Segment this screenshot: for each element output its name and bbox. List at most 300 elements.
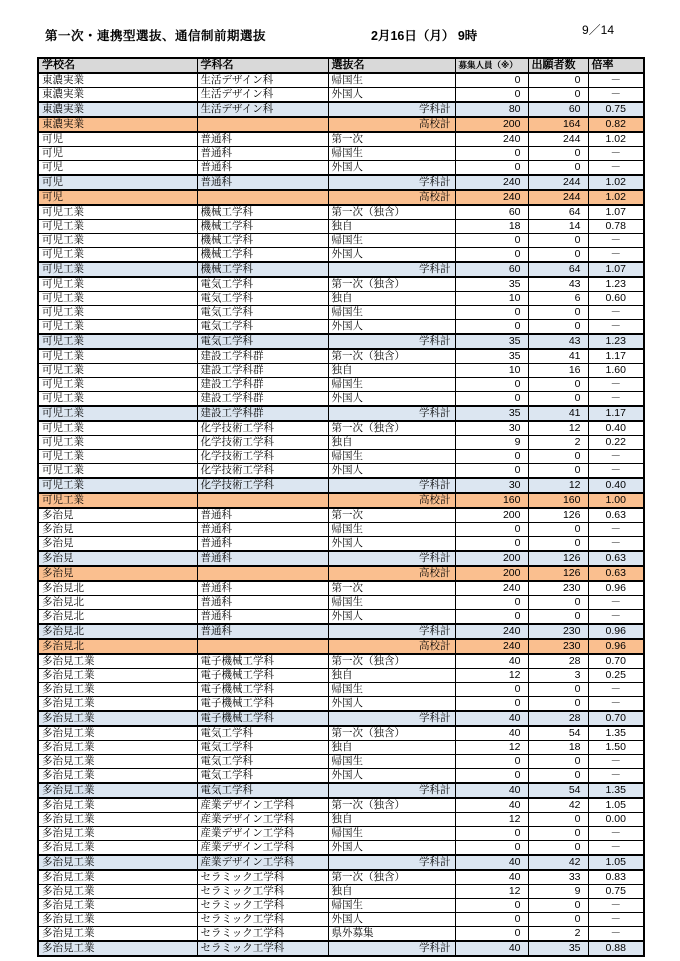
cell-ratio: 1.60 [588, 364, 644, 378]
cell-applicants: 126 [528, 551, 588, 566]
cell-applicants: 0 [528, 523, 588, 537]
page-number: 9／14 [582, 23, 615, 37]
cell-selection: 外国人 [328, 392, 455, 407]
cell-school: 東濃実業 [38, 73, 197, 88]
cell-department: セラミック工学科 [197, 913, 328, 927]
cell-ratio: 1.00 [588, 493, 644, 508]
cell-capacity: 0 [455, 755, 528, 769]
cell-ratio: － [588, 88, 644, 103]
cell-selection: 独自 [328, 813, 455, 827]
cell-department: 普通科 [197, 523, 328, 537]
table-row [38, 334, 644, 349]
table-row [38, 870, 644, 885]
cell-department [197, 117, 328, 132]
table-row [38, 102, 644, 117]
cell-school: 多治見工業 [38, 813, 197, 827]
table-row [38, 726, 644, 741]
cell-department: 機械工学科 [197, 205, 328, 220]
table-row [38, 292, 644, 306]
cell-ratio: 0.63 [588, 566, 644, 581]
cell-ratio: 1.05 [588, 855, 644, 870]
cell-department: 建設工学科群 [197, 378, 328, 392]
cell-school: 可児工業 [38, 392, 197, 407]
table-row [38, 769, 644, 784]
table-row [38, 306, 644, 320]
cell-department [197, 493, 328, 508]
page-header [0, 0, 680, 57]
table-row [38, 392, 644, 407]
cell-school: 可児工業 [38, 478, 197, 493]
cell-school: 多治見北 [38, 610, 197, 625]
cell-selection: 学科計 [328, 941, 455, 956]
cell-department: 電気工学科 [197, 741, 328, 755]
cell-selection: 学科計 [328, 334, 455, 349]
cell-selection: 第一次（独含） [328, 798, 455, 813]
cell-capacity: 40 [455, 654, 528, 669]
cell-selection: 高校計 [328, 566, 455, 581]
cell-selection: 第一次 [328, 508, 455, 523]
cell-department: 電子機械工学科 [197, 654, 328, 669]
cell-applicants: 126 [528, 566, 588, 581]
cell-ratio: 1.02 [588, 190, 644, 205]
table-row [38, 927, 644, 942]
table-body [38, 73, 644, 956]
cell-selection: 帰国生 [328, 147, 455, 161]
cell-selection: 学科計 [328, 711, 455, 726]
table-row [38, 378, 644, 392]
cell-selection: 独自 [328, 292, 455, 306]
cell-capacity: 35 [455, 406, 528, 421]
cell-ratio: 0.00 [588, 813, 644, 827]
cell-capacity: 60 [455, 205, 528, 220]
cell-capacity: 10 [455, 292, 528, 306]
cell-capacity: 0 [455, 899, 528, 913]
table-row [38, 913, 644, 927]
table-row [38, 841, 644, 856]
cell-ratio: 0.25 [588, 669, 644, 683]
cell-applicants: 41 [528, 406, 588, 421]
cell-ratio: 0.75 [588, 102, 644, 117]
cell-capacity: 40 [455, 711, 528, 726]
table-row [38, 161, 644, 176]
table-row [38, 277, 644, 292]
cell-school: 可児工業 [38, 248, 197, 263]
cell-selection: 学科計 [328, 478, 455, 493]
cell-ratio: 1.23 [588, 334, 644, 349]
cell-applicants: 16 [528, 364, 588, 378]
cell-school: 可児工業 [38, 493, 197, 508]
col-header-department: 学科名 [197, 58, 328, 73]
cell-ratio: 0.96 [588, 581, 644, 596]
cell-capacity: 0 [455, 464, 528, 479]
cell-department: セラミック工学科 [197, 870, 328, 885]
cell-applicants: 54 [528, 783, 588, 798]
table-row [38, 450, 644, 464]
cell-selection: 学科計 [328, 624, 455, 639]
cell-applicants: 244 [528, 132, 588, 147]
cell-ratio: 1.07 [588, 262, 644, 277]
cell-department: 化学技術工学科 [197, 421, 328, 436]
cell-school: 多治見工業 [38, 769, 197, 784]
cell-applicants: 0 [528, 537, 588, 552]
cell-ratio: 0.63 [588, 508, 644, 523]
cell-applicants: 43 [528, 334, 588, 349]
cell-ratio: 0.70 [588, 711, 644, 726]
cell-department: 普通科 [197, 161, 328, 176]
cell-selection: 第一次（独含） [328, 349, 455, 364]
cell-capacity: 9 [455, 436, 528, 450]
cell-ratio: － [588, 73, 644, 88]
cell-department: 普通科 [197, 624, 328, 639]
cell-applicants: 244 [528, 190, 588, 205]
cell-selection: 帰国生 [328, 683, 455, 697]
cell-selection: 独自 [328, 220, 455, 234]
cell-capacity: 240 [455, 175, 528, 190]
cell-department: 電気工学科 [197, 783, 328, 798]
cell-applicants: 60 [528, 102, 588, 117]
cell-department: 普通科 [197, 147, 328, 161]
applicants-table [37, 57, 645, 957]
cell-department: 機械工学科 [197, 262, 328, 277]
cell-selection: 学科計 [328, 262, 455, 277]
col-header-capacity: 募集人員（※） [455, 58, 528, 73]
cell-capacity: 40 [455, 798, 528, 813]
cell-capacity: 12 [455, 669, 528, 683]
cell-applicants: 0 [528, 755, 588, 769]
cell-applicants: 0 [528, 913, 588, 927]
cell-ratio: － [588, 378, 644, 392]
cell-school: 多治見北 [38, 639, 197, 654]
cell-capacity: 200 [455, 117, 528, 132]
cell-capacity: 0 [455, 88, 528, 103]
cell-selection: 独自 [328, 436, 455, 450]
cell-ratio: 1.35 [588, 726, 644, 741]
cell-selection: 帰国生 [328, 306, 455, 320]
cell-department: 産業デザイン工学科 [197, 855, 328, 870]
cell-ratio: － [588, 697, 644, 712]
cell-ratio: － [588, 841, 644, 856]
cell-ratio: 1.17 [588, 349, 644, 364]
cell-applicants: 33 [528, 870, 588, 885]
table-row [38, 147, 644, 161]
table-row [38, 132, 644, 147]
cell-department: 電子機械工学科 [197, 697, 328, 712]
cell-selection: 第一次（独含） [328, 726, 455, 741]
cell-department [197, 566, 328, 581]
cell-capacity: 0 [455, 523, 528, 537]
table-row [38, 537, 644, 552]
cell-selection: 独自 [328, 364, 455, 378]
cell-selection: 第一次（独含） [328, 421, 455, 436]
cell-school: 多治見工業 [38, 913, 197, 927]
cell-selection: 高校計 [328, 117, 455, 132]
cell-applicants: 0 [528, 769, 588, 784]
table-row [38, 755, 644, 769]
cell-school: 多治見工業 [38, 726, 197, 741]
cell-capacity: 0 [455, 827, 528, 841]
cell-department: 普通科 [197, 596, 328, 610]
cell-selection: 高校計 [328, 493, 455, 508]
cell-applicants: 2 [528, 927, 588, 942]
cell-applicants: 6 [528, 292, 588, 306]
table-row [38, 349, 644, 364]
cell-selection: 外国人 [328, 610, 455, 625]
cell-capacity: 0 [455, 320, 528, 335]
cell-selection: 外国人 [328, 161, 455, 176]
cell-capacity: 200 [455, 508, 528, 523]
cell-applicants: 126 [528, 508, 588, 523]
cell-capacity: 0 [455, 392, 528, 407]
cell-capacity: 35 [455, 277, 528, 292]
cell-department: 生活デザイン科 [197, 102, 328, 117]
cell-ratio: 0.40 [588, 478, 644, 493]
cell-department: 建設工学科群 [197, 406, 328, 421]
cell-school: 多治見 [38, 523, 197, 537]
cell-department: セラミック工学科 [197, 899, 328, 913]
cell-department: 電気工学科 [197, 292, 328, 306]
cell-ratio: 0.96 [588, 624, 644, 639]
cell-applicants: 0 [528, 610, 588, 625]
table-row [38, 566, 644, 581]
cell-capacity: 35 [455, 349, 528, 364]
table-row [38, 262, 644, 277]
cell-school: 可児工業 [38, 421, 197, 436]
cell-department: 産業デザイン工学科 [197, 827, 328, 841]
cell-applicants: 0 [528, 320, 588, 335]
cell-applicants: 0 [528, 813, 588, 827]
table-row [38, 175, 644, 190]
cell-applicants: 12 [528, 421, 588, 436]
table-row [38, 73, 644, 88]
cell-ratio: 0.70 [588, 654, 644, 669]
cell-department: 普通科 [197, 551, 328, 566]
header-datetime: 2月16日（月） 9時 [371, 29, 478, 43]
cell-applicants: 43 [528, 277, 588, 292]
table-row [38, 741, 644, 755]
cell-school: 可児 [38, 190, 197, 205]
cell-applicants: 230 [528, 581, 588, 596]
cell-capacity: 12 [455, 885, 528, 899]
cell-school: 可児工業 [38, 436, 197, 450]
cell-school: 可児工業 [38, 262, 197, 277]
cell-applicants: 0 [528, 161, 588, 176]
cell-school: 可児 [38, 147, 197, 161]
cell-selection: 外国人 [328, 88, 455, 103]
cell-applicants: 164 [528, 117, 588, 132]
cell-ratio: － [588, 234, 644, 248]
cell-selection: 第一次 [328, 581, 455, 596]
cell-ratio: 0.88 [588, 941, 644, 956]
cell-selection: 学科計 [328, 102, 455, 117]
cell-ratio: － [588, 320, 644, 335]
table-row [38, 551, 644, 566]
cell-capacity: 30 [455, 478, 528, 493]
table-row [38, 624, 644, 639]
cell-selection: 外国人 [328, 464, 455, 479]
cell-capacity: 0 [455, 537, 528, 552]
cell-ratio: 1.23 [588, 277, 644, 292]
cell-school: 多治見 [38, 508, 197, 523]
table-row [38, 523, 644, 537]
cell-department: 電気工学科 [197, 726, 328, 741]
cell-applicants: 0 [528, 392, 588, 407]
cell-applicants: 35 [528, 941, 588, 956]
cell-ratio: 1.17 [588, 406, 644, 421]
cell-selection: 第一次（独含） [328, 870, 455, 885]
cell-ratio: － [588, 306, 644, 320]
cell-applicants: 14 [528, 220, 588, 234]
cell-ratio: － [588, 827, 644, 841]
cell-capacity: 0 [455, 147, 528, 161]
cell-ratio: － [588, 913, 644, 927]
cell-applicants: 3 [528, 669, 588, 683]
cell-capacity: 0 [455, 697, 528, 712]
cell-applicants: 64 [528, 205, 588, 220]
cell-department: 電子機械工学科 [197, 669, 328, 683]
cell-school: 多治見工業 [38, 711, 197, 726]
cell-ratio: － [588, 523, 644, 537]
cell-department: 産業デザイン工学科 [197, 841, 328, 856]
cell-school: 多治見工業 [38, 697, 197, 712]
table-row [38, 885, 644, 899]
table-row [38, 320, 644, 335]
cell-department: 生活デザイン科 [197, 73, 328, 88]
cell-applicants: 0 [528, 73, 588, 88]
cell-applicants: 42 [528, 798, 588, 813]
cell-school: 可児工業 [38, 450, 197, 464]
cell-ratio: － [588, 899, 644, 913]
cell-department: 電気工学科 [197, 320, 328, 335]
cell-capacity: 200 [455, 566, 528, 581]
cell-applicants: 28 [528, 711, 588, 726]
cell-department: 電気工学科 [197, 334, 328, 349]
cell-applicants: 0 [528, 378, 588, 392]
cell-school: 多治見工業 [38, 741, 197, 755]
table-row [38, 234, 644, 248]
cell-department: 電子機械工学科 [197, 683, 328, 697]
cell-capacity: 240 [455, 132, 528, 147]
cell-selection: 外国人 [328, 769, 455, 784]
cell-school: 多治見 [38, 537, 197, 552]
cell-applicants: 230 [528, 624, 588, 639]
table-row [38, 421, 644, 436]
cell-ratio: 0.83 [588, 870, 644, 885]
cell-ratio: 0.75 [588, 885, 644, 899]
cell-department: 化学技術工学科 [197, 436, 328, 450]
cell-capacity: 35 [455, 334, 528, 349]
cell-department: 化学技術工学科 [197, 478, 328, 493]
cell-school: 可児工業 [38, 306, 197, 320]
cell-capacity: 240 [455, 190, 528, 205]
cell-applicants: 41 [528, 349, 588, 364]
table-row [38, 88, 644, 103]
cell-capacity: 40 [455, 726, 528, 741]
cell-applicants: 0 [528, 88, 588, 103]
cell-selection: 高校計 [328, 190, 455, 205]
cell-ratio: － [588, 464, 644, 479]
cell-capacity: 0 [455, 927, 528, 942]
cell-school: 多治見 [38, 566, 197, 581]
cell-selection: 外国人 [328, 913, 455, 927]
cell-department: 機械工学科 [197, 234, 328, 248]
cell-school: 可児工業 [38, 378, 197, 392]
cell-school: 東濃実業 [38, 102, 197, 117]
cell-capacity: 0 [455, 841, 528, 856]
table-row [38, 581, 644, 596]
cell-department: 生活デザイン科 [197, 88, 328, 103]
cell-school: 多治見北 [38, 581, 197, 596]
cell-school: 多治見工業 [38, 669, 197, 683]
cell-capacity: 0 [455, 234, 528, 248]
cell-school: 可児工業 [38, 334, 197, 349]
cell-school: 可児工業 [38, 349, 197, 364]
table-row [38, 827, 644, 841]
table-row [38, 610, 644, 625]
cell-applicants: 0 [528, 450, 588, 464]
cell-ratio: 1.07 [588, 205, 644, 220]
cell-school: 東濃実業 [38, 88, 197, 103]
table-row [38, 697, 644, 712]
cell-ratio: － [588, 537, 644, 552]
table-row [38, 899, 644, 913]
cell-selection: 帰国生 [328, 73, 455, 88]
cell-capacity: 0 [455, 610, 528, 625]
cell-selection: 帰国生 [328, 596, 455, 610]
cell-ratio: 1.50 [588, 741, 644, 755]
cell-school: 可児工業 [38, 205, 197, 220]
col-header-school: 学校名 [38, 58, 197, 73]
cell-applicants: 0 [528, 464, 588, 479]
table-row [38, 205, 644, 220]
cell-school: 多治見北 [38, 624, 197, 639]
cell-selection: 第一次（独含） [328, 205, 455, 220]
col-header-applicants: 出願者数 [528, 58, 588, 73]
table-row [38, 436, 644, 450]
cell-selection: 学科計 [328, 406, 455, 421]
cell-applicants: 0 [528, 697, 588, 712]
cell-ratio: － [588, 927, 644, 942]
cell-applicants: 54 [528, 726, 588, 741]
cell-capacity: 0 [455, 769, 528, 784]
cell-capacity: 80 [455, 102, 528, 117]
cell-department: 電子機械工学科 [197, 711, 328, 726]
cell-ratio: 0.78 [588, 220, 644, 234]
cell-capacity: 0 [455, 913, 528, 927]
table-row [38, 478, 644, 493]
cell-school: 多治見工業 [38, 841, 197, 856]
cell-department: 普通科 [197, 508, 328, 523]
cell-department: 電気工学科 [197, 277, 328, 292]
cell-selection: 外国人 [328, 320, 455, 335]
cell-school: 可児 [38, 175, 197, 190]
cell-department: 普通科 [197, 610, 328, 625]
table-row [38, 639, 644, 654]
cell-applicants: 0 [528, 147, 588, 161]
table-row [38, 117, 644, 132]
cell-capacity: 0 [455, 378, 528, 392]
cell-capacity: 60 [455, 262, 528, 277]
cell-ratio: － [588, 392, 644, 407]
cell-capacity: 160 [455, 493, 528, 508]
cell-selection: 帰国生 [328, 523, 455, 537]
cell-applicants: 9 [528, 885, 588, 899]
cell-capacity: 40 [455, 783, 528, 798]
cell-department: セラミック工学科 [197, 885, 328, 899]
cell-selection: 外国人 [328, 537, 455, 552]
cell-applicants: 0 [528, 248, 588, 263]
cell-ratio: 1.02 [588, 175, 644, 190]
cell-capacity: 30 [455, 421, 528, 436]
